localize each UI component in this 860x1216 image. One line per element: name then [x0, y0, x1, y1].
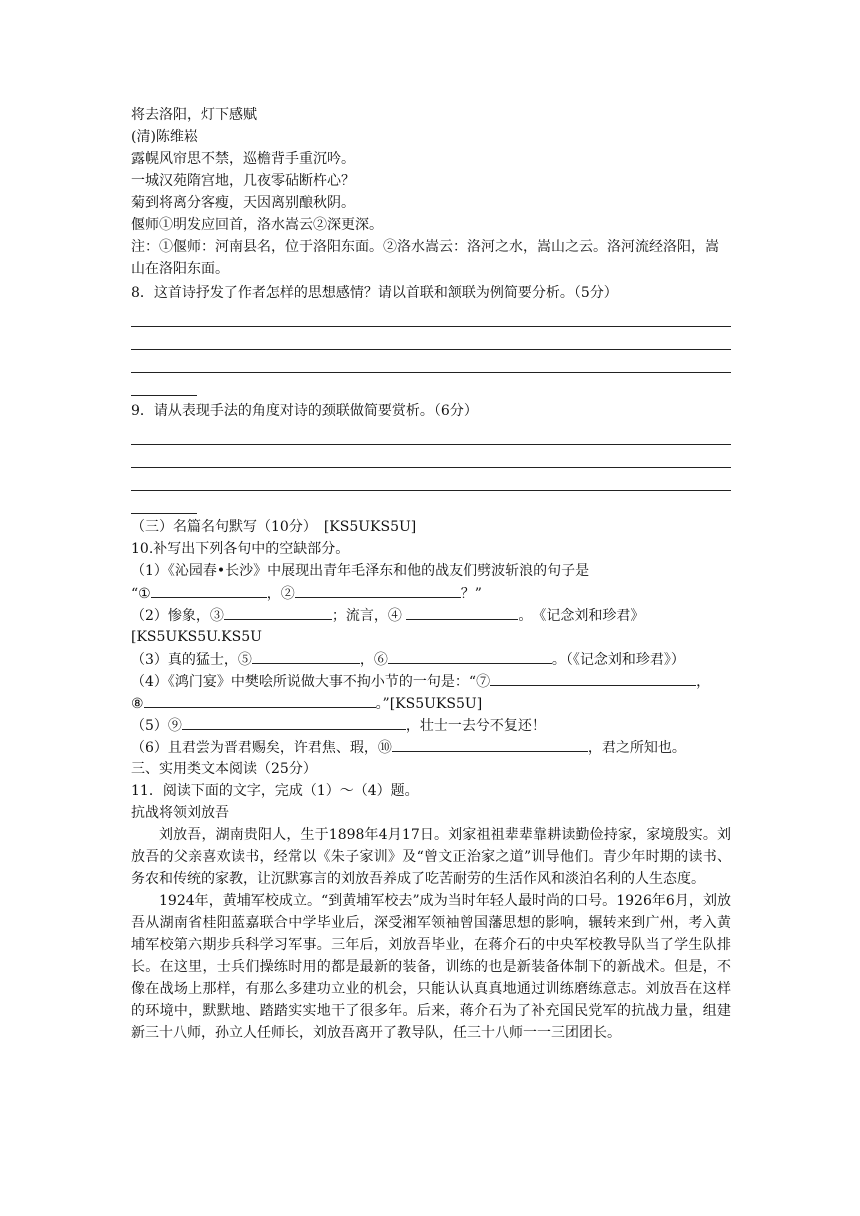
poem-line: 露幌风帘思不禁，巡檐背手重沉吟。 [131, 151, 355, 167]
q10-item-6 [131, 736, 731, 758]
blank-label: 。 《记念刘和珍君》 [518, 608, 645, 624]
poem-note: 注：①偃师：河南县名，位于洛阳东面。②洛水嵩云：洛河之水，嵩山之云。洛河流经洛阳，嵩山在洛阳东面。 [131, 239, 719, 277]
poem-line: 菊到将离分客瘦，天因离别酿秋阴。 [131, 195, 355, 211]
blank-label: ， [696, 674, 711, 690]
q10-item-3 [131, 648, 731, 670]
answer-line[interactable] [131, 373, 197, 396]
q10-item-4 [131, 670, 731, 692]
blank-6[interactable] [388, 648, 552, 664]
section-title: （三）名篇名句默写（10分） [KS5UKS5U] [131, 519, 417, 535]
article-paragraph: 刘放吾，湖南贵阳人，生于1898年4月17日。刘家祖祖辈辈靠耕读勤俭持家，家境殷实。刘放吾的父亲喜欢读书，经常以《朱子家训》及“曾文正治家之道”训导他们。青少年时期的读书、务农和传统的家教，让沉默寡言的刘放吾养成了吃苦耐劳的生活作风和淡泊名利的人生态度。 [131, 827, 731, 887]
answer-line[interactable] [131, 468, 731, 491]
blank-label: “① [131, 586, 151, 602]
q10-item-2 [131, 604, 731, 626]
blank-label: 。（《记念刘和珍君》） [551, 652, 685, 668]
poem-title: 将去洛阳，灯下感赋 [131, 107, 257, 123]
q10-item-1-blanks [131, 582, 731, 604]
blank-label: ；流言，④ [331, 608, 402, 624]
q10-item-1: （1）《沁园春•长沙》中展现出青年毛泽东和他的战友们劈波斩浪的句子是 [131, 563, 590, 579]
answer-line[interactable] [131, 422, 731, 445]
blank-label: ，壮士一去兮不复还！ [405, 718, 546, 734]
blank-5[interactable] [252, 648, 360, 664]
blank-1[interactable] [151, 582, 267, 598]
blank-7[interactable] [490, 670, 696, 686]
answer-line[interactable] [131, 491, 197, 514]
blank-2[interactable] [295, 582, 461, 598]
blank-label: ，② [266, 586, 295, 602]
poem-author: (清)陈维崧 [131, 129, 198, 145]
answer-line[interactable] [131, 350, 731, 373]
q10-item-4-cont [131, 692, 731, 714]
blank-label: ，⑥ [359, 652, 388, 668]
poem-line: 一城汉苑隋宫地，几夜零砧断杵心？ [131, 173, 355, 189]
blank-3[interactable] [224, 604, 332, 620]
blank-label: （6）且君尝为晋君赐矣，许君焦、瑕，⑩ [131, 740, 392, 756]
answer-line[interactable] [131, 327, 731, 350]
blank-label: ⑧ [131, 696, 144, 712]
question-11: 11．阅读下面的文字，完成（1）～（4）题。 [131, 783, 419, 799]
poem-line: 偃师①明发应回首，洛水嵩云②深更深。 [131, 217, 383, 233]
blank-8[interactable] [144, 692, 376, 708]
source-tag: [KS5UKS5U.KS5U [131, 629, 262, 645]
blank-label: ？” [460, 586, 482, 602]
answer-line[interactable] [131, 445, 731, 468]
article-title: 抗战将领刘放吾 [131, 805, 229, 821]
q10-item-5 [131, 714, 731, 736]
question-8: 8．这首诗抒发了作者怎样的思想感情？请以首联和颔联为例简要分析。（5分） [131, 285, 618, 301]
exam-page [131, 104, 731, 1044]
blank-label: 。”[KS5UKS5U] [375, 696, 483, 712]
question-9: 9．请从表现手法的角度对诗的颈联做简要赏析。（6分） [131, 403, 478, 419]
blank-label: （2）惨象，③ [131, 608, 224, 624]
blank-label: （5）⑨ [131, 718, 182, 734]
blank-label: ，君之所知也。 [587, 740, 686, 756]
blank-9[interactable] [182, 714, 406, 730]
blank-4[interactable] [406, 604, 518, 620]
blank-label: （4）《鸿门宴》中樊哙所说做大事不拘小节的一句是：“⑦ [131, 674, 491, 690]
question-10: 10.补写出下列各句中的空缺部分。 [131, 541, 350, 557]
answer-line[interactable] [131, 304, 731, 327]
blank-label: （3）真的猛士，⑤ [131, 652, 252, 668]
part-title: 三、实用类文本阅读（25分） [131, 761, 317, 777]
blank-10[interactable] [392, 736, 588, 752]
article-paragraph: 1924年，黄埔军校成立。“到黄埔军校去”成为当时年轻人最时尚的口号。1926年6月，刘放吾从湖南省桂阳蓝嘉联合中学毕业后，深受湘军领袖曾国藩思想的影响，辗转来到广州，考入黄埔军校第六期步兵科学习军事。三年后，刘放吾毕业，在蒋介石的中央军校教导队当了学生队排长。在这里，士兵们操练时用的都是最新的装备，训练的也是新装备体制下的新战术。但是，不像在战场上那样，有那么多建功立业的机会，只能认认真真地通过训练磨练意志。刘放吾在这样的环境中，默默地、踏踏实实地干了很多年。后来，蒋介石为了补充国民党军的抗战力量，组建新三十八师，孙立人任师长，刘放吾离开了教导队，任三十八师一一三团团长。 [131, 893, 731, 1041]
